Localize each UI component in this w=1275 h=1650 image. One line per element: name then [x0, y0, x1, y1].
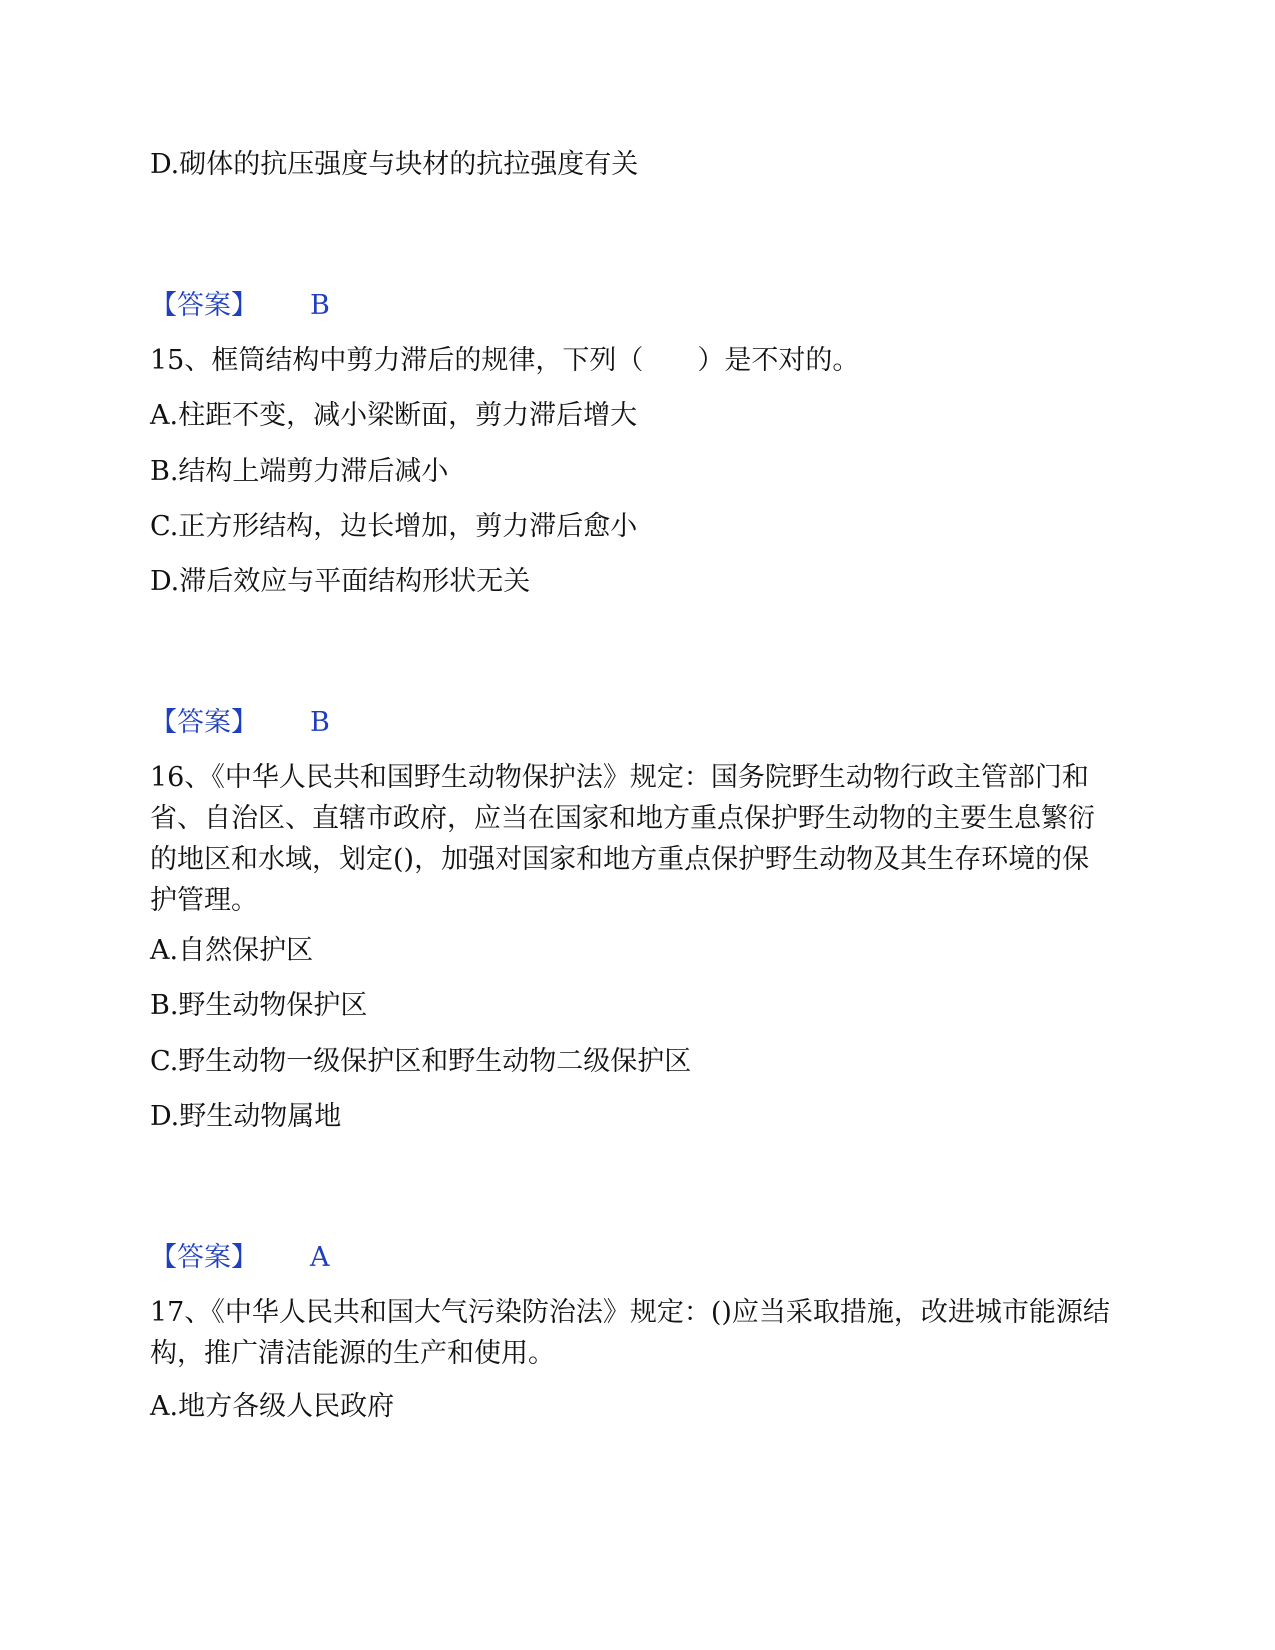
question-16-option-d: D.野生动物属地	[150, 1101, 342, 1132]
question-16-option-b: B.野生动物保护区	[150, 990, 368, 1021]
answer-14	[150, 285, 330, 326]
question-15-option-a: A.柱距不变，减小梁断面，剪力滞后增大	[150, 400, 638, 431]
answer-15	[150, 702, 330, 743]
answer-label: 【答案】	[150, 1242, 258, 1273]
question-16-stem: 16、《中华人民共和国野生动物保护法》规定：国务院野生动物行政主管部门和省、自治区、直辖市政府，应当在国家和地方重点保护野生动物的主要生息繁衍的地区和水域，划定()，加强对国家和地方重点保护野生动物及其生存环境的保护管理。	[150, 762, 1095, 916]
question-15-option-b: B.结构上端剪力滞后减小	[150, 456, 449, 487]
answer-value: B	[310, 707, 330, 738]
answer-value: B	[310, 290, 330, 321]
question-16-option-c: C.野生动物一级保护区和野生动物二级保护区	[150, 1046, 692, 1077]
question-17-option-a: A.地方各级人民政府	[150, 1391, 395, 1422]
answer-label: 【答案】	[150, 707, 258, 738]
answer-16	[150, 1237, 330, 1278]
answer-value: A	[310, 1242, 330, 1273]
question-16-option-a: A.自然保护区	[150, 935, 314, 966]
question-14-option-d: D.砌体的抗压强度与块材的抗拉强度有关	[150, 149, 639, 180]
question-15-option-c: C.正方形结构，边长增加，剪力滞后愈小	[150, 511, 638, 542]
question-17-stem: 17、《中华人民共和国大气污染防治法》规定：()应当采取措施，改进城市能源结构，推广清洁能源的生产和使用。	[150, 1297, 1110, 1369]
question-15-stem: 15、框筒结构中剪力滞后的规律，下列（ ）是不对的。	[150, 345, 860, 376]
question-15-option-d: D.滞后效应与平面结构形状无关	[150, 566, 531, 597]
answer-label: 【答案】	[150, 290, 258, 321]
